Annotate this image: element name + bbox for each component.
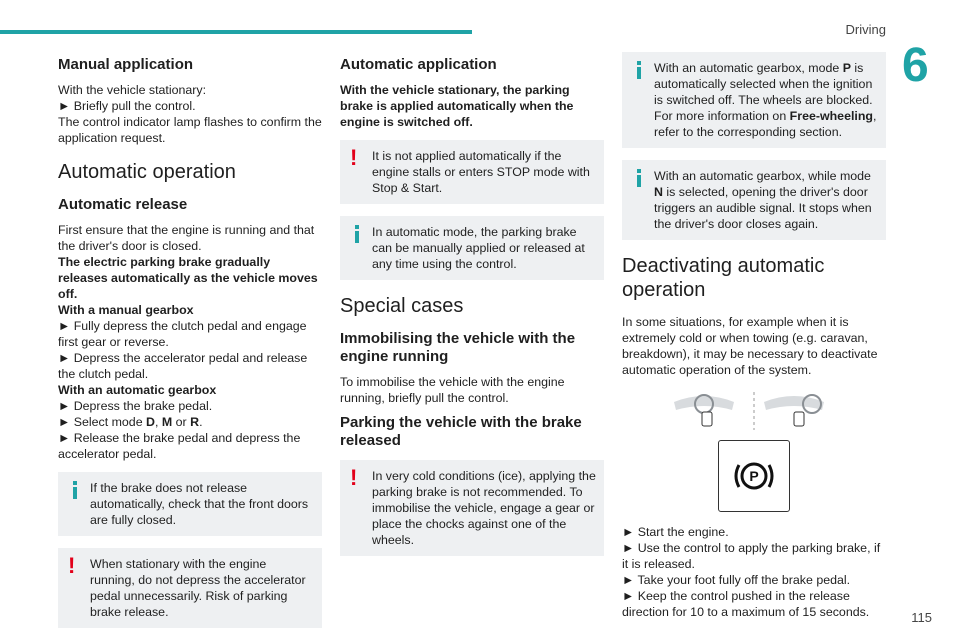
parking-brake-button: [718, 440, 790, 512]
parking-released-heading: Parking the vehicle with the brake released: [340, 414, 582, 449]
automatic-release-heading: Automatic release: [58, 196, 188, 213]
warning-note: [340, 460, 604, 556]
immobilising-heading: Immobilising the vehicle with the engine running: [340, 330, 576, 365]
text-fragment: or: [172, 415, 191, 429]
automatic-application-heading: Automatic application: [340, 56, 497, 73]
special-cases-heading: Special cases: [340, 295, 464, 317]
mode-m: M: [161, 415, 173, 429]
immobilising-text: To immobilise the vehicle with the engine running, briefly pull the control.: [340, 375, 565, 405]
steering-wheel-illustration: [622, 386, 886, 432]
text-fragment: .: [199, 415, 203, 429]
deactivation-steps: [622, 524, 886, 620]
text-fragment: With an automatic gearbox, while mode: [654, 169, 871, 183]
column-3: [622, 52, 886, 620]
parking-brake-icon: [719, 441, 789, 511]
mode-d: D: [146, 415, 155, 429]
text-line: The control indicator lamp flashes to confirm the application request.: [58, 115, 322, 145]
text-fragment: With an automatic gearbox, mode: [654, 61, 843, 75]
deactivating-text: In some situations, for example when it is extremely cold or when towing (e.g. caravan, breakdown), it may be necessary to deactivate automatic operation of the system.: [622, 315, 878, 377]
mode-n: N: [654, 185, 663, 199]
automatic-application-text: With the vehicle stationary, the parking brake is applied automatically when the engine is switched off.: [340, 83, 574, 129]
text-fragment: ► Select mode: [58, 415, 147, 429]
text-line: With a manual gearbox: [58, 303, 194, 317]
text-line: With an automatic gearbox: [58, 383, 217, 397]
note-text: In very cold conditions (ice), applying the parking brake is not recommended. To immobilise the vehicle, engage a gear or place the chocks against one of the wheels.: [372, 469, 596, 547]
text-line: ► Release the brake pedal and depress the accelerator pedal.: [58, 431, 301, 461]
info-note: [622, 52, 886, 148]
info-note: [622, 160, 886, 240]
text-fragment: , refer to the corresponding section.: [654, 109, 877, 139]
text-fragment: ,: [154, 415, 162, 429]
deactivating-heading: Deactivating automatic operation: [622, 255, 825, 301]
note-text: [630, 60, 878, 140]
text-line: ► Depress the accelerator pedal and release the clutch pedal.: [58, 351, 308, 381]
mode-p: P: [842, 61, 851, 75]
steering-wheel-icon: [622, 386, 886, 432]
warning-note: [58, 548, 322, 628]
section-title: Driving: [845, 22, 886, 37]
text-line: With the vehicle stationary:: [58, 83, 207, 97]
info-note: [340, 216, 604, 280]
chapter-number: 6: [902, 39, 929, 92]
mode-r: R: [190, 415, 200, 429]
text-line: The electric parking brake gradually releases automatically as the vehicle moves off.: [58, 255, 318, 301]
step-line: ► Take your foot fully off the brake pedal.: [622, 573, 851, 587]
column-1: [58, 56, 322, 640]
info-icon: [632, 169, 646, 187]
text-fragment: is selected, opening the driver's door triggers an audible signal. It stops when the driver's door closes again.: [654, 185, 872, 231]
svg-text:P: P: [749, 468, 759, 484]
note-text: If the brake does not release automatically, check that the front doors are fully closed.: [90, 481, 309, 527]
note-text: When stationary with the engine running, do not depress the accelerator pedal unnecessarily. Risk of parking brake release.: [90, 557, 306, 619]
free-wheeling-term: Free-wheeling: [789, 109, 873, 123]
step-line: ► Keep the control pushed in the release direction for 10 to a maximum of 15 seconds.: [622, 589, 870, 619]
column-2: [340, 56, 604, 568]
info-icon: [68, 481, 82, 499]
warning-icon: !: [350, 145, 358, 170]
note-text: It is not applied automatically if the engine stalls or enters STOP mode with Stop & Start.: [372, 149, 590, 195]
text-line: ► Briefly pull the control.: [58, 99, 196, 113]
info-icon: [350, 225, 364, 243]
warning-note: [340, 140, 604, 204]
step-line: ► Start the engine.: [622, 525, 729, 539]
text-line: [58, 414, 322, 430]
manual-application-text: [58, 82, 322, 146]
text-line: First ensure that the engine is running and that the driver's door is closed.: [58, 223, 315, 253]
automatic-release-text: [58, 222, 322, 462]
automatic-operation-heading: Automatic operation: [58, 161, 236, 183]
info-icon: [632, 61, 646, 79]
note-text: [630, 168, 878, 232]
page-number: 115: [911, 610, 932, 625]
note-text: In automatic mode, the parking brake can be manually applied or released at any time using the control.: [372, 225, 585, 271]
info-note: [58, 472, 322, 536]
text-line: ► Fully depress the clutch pedal and engage first gear or reverse.: [58, 319, 307, 349]
step-line: ► Use the control to apply the parking brake, if it is released.: [622, 541, 881, 571]
text-fragment: is automatically selected when the ignition is switched off. The wheels are blocked. For more information on: [654, 61, 873, 123]
text-line: ► Depress the brake pedal.: [58, 399, 213, 413]
warning-icon: !: [68, 553, 76, 578]
warning-icon: !: [350, 465, 358, 490]
header-accent-bar: [0, 30, 472, 34]
manual-application-heading: Manual application: [58, 56, 194, 73]
